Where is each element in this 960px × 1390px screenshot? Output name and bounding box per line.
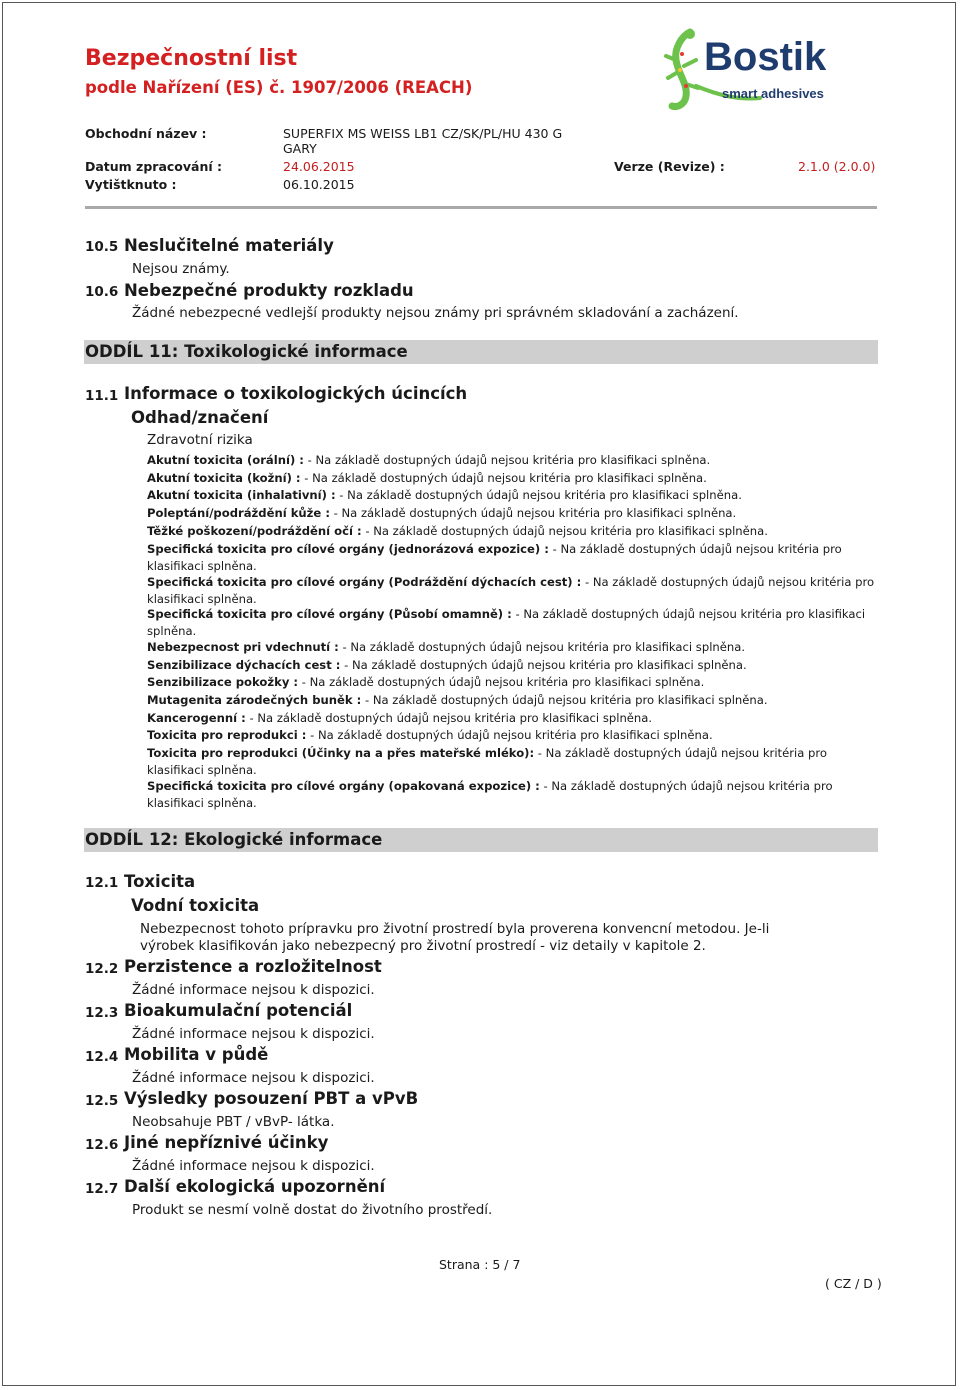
section-text: Žádné informace nejsou k dispozici. [132, 1158, 375, 1174]
section-bar-12: ODDÍL 12: Ekologické informace [84, 828, 878, 852]
section-number: 12.5 [85, 1093, 119, 1109]
toxicity-label: Akutní toxicita (inhalativní) : [147, 488, 336, 502]
toxicity-label: Toxicita pro reprodukci (Účinky na a přes mateřské mléko): [147, 746, 535, 760]
toxicity-row [147, 657, 875, 674]
section-text: Neobsahuje PBT / vBvP- látka. [132, 1114, 335, 1130]
section-heading: Výsledky posouzení PBT a vPvB [124, 1089, 419, 1108]
toxicity-text: - Na základě dostupných údajů nejsou kritéria pro klasifikaci splněna. [335, 488, 742, 502]
trade-name-label: Obchodní název : [85, 126, 207, 141]
toxicity-label: Senzibilizace pokožky : [147, 675, 299, 689]
section-text: Nebezpecnost tohoto prípravku pro životní prostredí byla proverena konvencní metodou. Je-li [140, 921, 770, 937]
toxicity-label: Akutní toxicita (kožní) : [147, 471, 301, 485]
toxicity-text: - Na základě dostupných údajů nejsou kritéria pro klasifikaci splněna. [147, 542, 842, 573]
toxicity-text: - Na základě dostupných údajů nejsou kritéria pro klasifikaci splněna. [245, 711, 653, 725]
sub-subheading: Zdravotní rizika [147, 432, 253, 448]
section-heading: Nebezpečné produkty rozkladu [124, 281, 414, 300]
trade-name-value: SUPERFIX MS WEISS LB1 CZ/SK/PL/HU 430 G [283, 126, 563, 141]
toxicity-label: Nebezpecnost pri vdechnutí : [147, 640, 339, 654]
section-number: 12.6 [85, 1137, 119, 1153]
toxicity-row [147, 778, 875, 811]
toxicity-row [147, 727, 875, 744]
date-label: Datum zpracování : [85, 159, 222, 174]
toxicity-row [147, 487, 875, 504]
toxicity-row [147, 745, 875, 778]
toxicity-text: - Na základě dostupných údajů nejsou kritéria pro klasifikaci splněna. [338, 640, 746, 654]
toxicity-row [147, 523, 875, 540]
toxicity-label: Toxicita pro reprodukci : [147, 728, 307, 742]
section-text: Žádné nebezpecné vedlejší produkty nejsou známy pri správném skladování a zacházení. [132, 305, 739, 321]
toxicity-row [147, 710, 875, 727]
toxicity-text: - Na základě dostupných údajů nejsou kritéria pro klasifikaci splněna. [306, 728, 713, 742]
section-bar-11: ODDÍL 11: Toxikologické informace [84, 340, 878, 364]
toxicity-text: - Na základě dostupných údajů nejsou kritéria pro klasifikaci splněna. [361, 693, 768, 707]
toxicity-text: - Na základě dostupných údajů nejsou kritéria pro klasifikaci splněna. [303, 453, 711, 467]
subheading: Odhad/značení [131, 408, 269, 427]
section-heading: Mobilita v půdě [124, 1045, 269, 1064]
print-value: 06.10.2015 [283, 177, 355, 192]
section-text: Nejsou známy. [132, 261, 230, 277]
document-title: Bezpečnostní list [85, 46, 298, 71]
toxicity-row [147, 470, 875, 487]
section-text: Produkt se nesmí volně dostat do životního prostředí. [132, 1202, 493, 1218]
toxicity-row [147, 505, 875, 522]
section-number: 12.4 [85, 1049, 119, 1065]
section-heading: Neslučitelné materiály [124, 236, 334, 255]
header-divider [85, 206, 877, 209]
bostik-logo [660, 26, 880, 122]
toxicity-text: - Na základě dostupných údajů nejsou kritéria pro klasifikaci splněna. [329, 506, 737, 520]
toxicity-text: - Na základě dostupných údajů nejsou kritéria pro klasifikaci splněna. [300, 471, 707, 485]
toxicity-text: - Na základě dostupných údajů nejsou kritéria pro klasifikaci splněna. [147, 746, 827, 777]
section-number: 12.2 [85, 961, 119, 977]
toxicity-label: Poleptání/podráždění kůže : [147, 506, 330, 520]
print-label: Vytištknuto : [85, 177, 177, 192]
version-label: Verze (Revize) : [614, 159, 725, 174]
toxicity-row [147, 541, 875, 574]
section-number: 11.1 [85, 388, 119, 404]
section-heading: Perzistence a rozložitelnost [124, 957, 382, 976]
section-number: 12.3 [85, 1005, 119, 1021]
section-text: Žádné informace nejsou k dispozici. [132, 1070, 375, 1086]
section-text: Žádné informace nejsou k dispozici. [132, 982, 375, 998]
section-number: 10.6 [85, 284, 119, 300]
toxicity-label: Akutní toxicita (orální) : [147, 453, 304, 467]
toxicity-row [147, 452, 875, 469]
toxicity-label: Specifická toxicita pro cílové orgány (opakovaná expozice) : [147, 779, 540, 793]
toxicity-label: Mutagenita zárodečných buněk : [147, 693, 362, 707]
version-value: 2.1.0 (2.0.0) [798, 159, 876, 174]
toxicity-label: Specifická toxicita pro cílové orgány (Působí omamně) : [147, 607, 512, 621]
document-subtitle: podle Nařízení (ES) č. 1907/2006 (REACH) [85, 78, 473, 97]
toxicity-text: - Na základě dostupných údajů nejsou kritéria pro klasifikaci splněna. [340, 658, 747, 672]
section-text: Žádné informace nejsou k dispozici. [132, 1026, 375, 1042]
toxicity-label: Specifická toxicita pro cílové orgány (jednorázová expozice) : [147, 542, 549, 556]
toxicity-text: - Na základě dostupných údajů nejsou kritéria pro klasifikaci splněna. [361, 524, 768, 538]
svg-text:smart adhesives: smart adhesives [722, 86, 824, 101]
toxicity-text: - Na základě dostupných údajů nejsou kritéria pro klasifikaci splněna. [147, 779, 833, 810]
toxicity-row [147, 639, 875, 656]
section-heading: Informace o toxikologických úcincích [124, 384, 468, 403]
toxicity-label: Kancerogenní : [147, 711, 246, 725]
toxicity-text: - Na základě dostupných údajů nejsou kritéria pro klasifikaci splněna. [298, 675, 705, 689]
section-number: 10.5 [85, 239, 119, 255]
svg-text:Bostik: Bostik [704, 35, 827, 79]
toxicity-row [147, 692, 875, 709]
toxicity-text: - Na základě dostupných údajů nejsou kritéria pro klasifikaci splněna. [147, 575, 875, 606]
subheading: Vodní toxicita [131, 896, 260, 915]
toxicity-row [147, 606, 875, 639]
toxicity-row [147, 574, 875, 607]
section-number: 12.7 [85, 1181, 119, 1197]
date-value: 24.06.2015 [283, 159, 355, 174]
section-heading: Další ekologická upozornění [124, 1177, 386, 1196]
toxicity-row [147, 674, 875, 691]
toxicity-label: Senzibilizace dýchacích cest : [147, 658, 341, 672]
toxicity-label: Těžké poškození/podráždění očí : [147, 524, 362, 538]
trade-name-value-cont: GARY [283, 141, 317, 156]
toxicity-label: Specifická toxicita pro cílové orgány (Podráždění dýchacích cest) : [147, 575, 582, 589]
page-number: Strana : 5 / 7 [439, 1257, 521, 1272]
section-text: výrobek klasifikován jako nebezpecný pro životní prostredí - viz detaily v kapitole 2. [140, 938, 706, 954]
locale-code: ( CZ / D ) [825, 1276, 882, 1291]
section-number: 12.1 [85, 875, 119, 891]
section-heading: Jiné nepříznivé účinky [124, 1133, 329, 1152]
toxicity-text: - Na základě dostupných údajů nejsou kritéria pro klasifikaci splněna. [147, 607, 866, 638]
section-heading: Toxicita [124, 872, 196, 891]
section-heading: Bioakumulační potenciál [124, 1001, 353, 1020]
